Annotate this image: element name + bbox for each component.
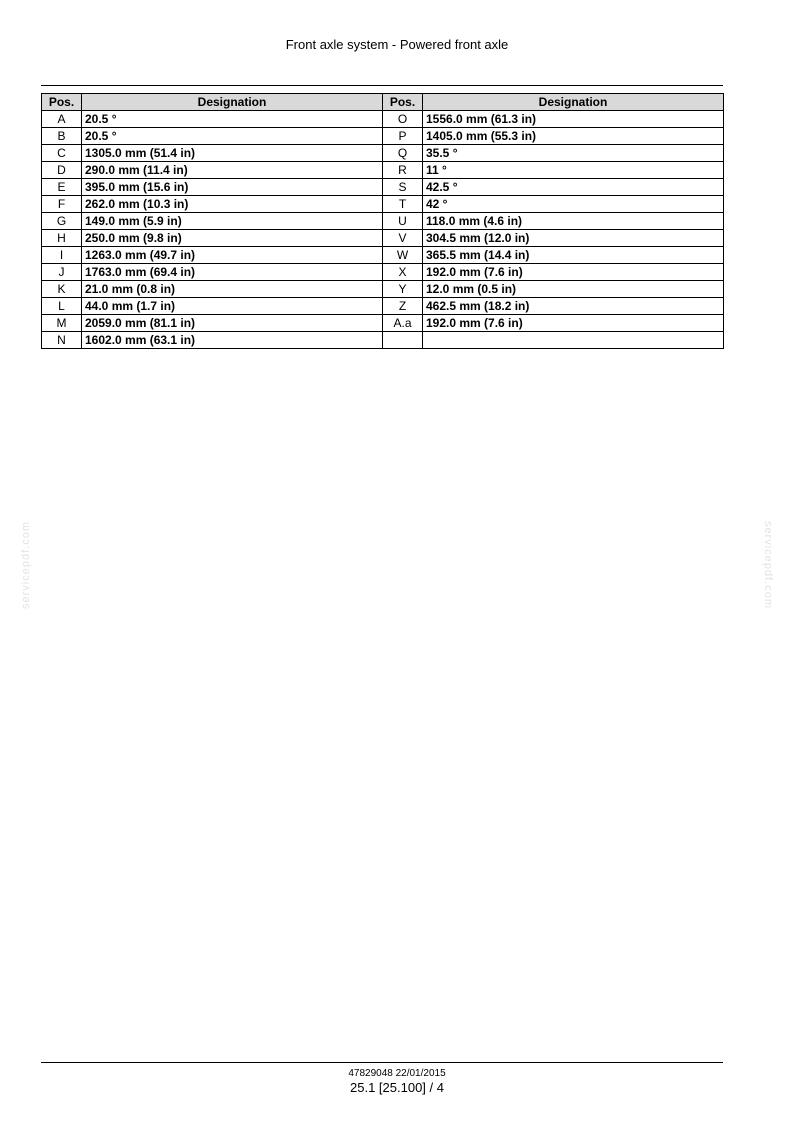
- pos-cell: M: [42, 315, 82, 332]
- designation-cell: 304.5 mm (12.0 in): [423, 230, 724, 247]
- designation-cell: 20.5 °: [82, 111, 383, 128]
- table-row: [42, 128, 724, 145]
- pos-cell: J: [42, 264, 82, 281]
- pos-cell: A.a: [383, 315, 423, 332]
- designation-cell: 365.5 mm (14.4 in): [423, 247, 724, 264]
- pos-cell: Y: [383, 281, 423, 298]
- designation-cell: 42.5 °: [423, 179, 724, 196]
- designation-cell: 462.5 mm (18.2 in): [423, 298, 724, 315]
- pos-cell: Z: [383, 298, 423, 315]
- designation-cell: 35.5 °: [423, 145, 724, 162]
- designation-header-left: Designation: [82, 94, 383, 111]
- pos-cell: S: [383, 179, 423, 196]
- table-row: [42, 111, 724, 128]
- designation-cell: 1556.0 mm (61.3 in): [423, 111, 724, 128]
- designation-cell: 12.0 mm (0.5 in): [423, 281, 724, 298]
- designation-cell: 250.0 mm (9.8 in): [82, 230, 383, 247]
- pos-cell: F: [42, 196, 82, 213]
- designation-cell: 1263.0 mm (49.7 in): [82, 247, 383, 264]
- designation-cell: 118.0 mm (4.6 in): [423, 213, 724, 230]
- designation-cell: 42 °: [423, 196, 724, 213]
- designation-cell: 1405.0 mm (55.3 in): [423, 128, 724, 145]
- designation-cell: 1305.0 mm (51.4 in): [82, 145, 383, 162]
- pos-cell: B: [42, 128, 82, 145]
- table-row: [42, 230, 724, 247]
- footer-rule: [41, 1062, 723, 1063]
- table-row: [42, 264, 724, 281]
- designation-cell: 262.0 mm (10.3 in): [82, 196, 383, 213]
- pos-cell: [383, 332, 423, 349]
- designation-cell: 20.5 °: [82, 128, 383, 145]
- table-row: [42, 281, 724, 298]
- table-header-row: [42, 94, 724, 111]
- designation-cell: 395.0 mm (15.6 in): [82, 179, 383, 196]
- specification-table: [41, 93, 724, 349]
- pos-cell: R: [383, 162, 423, 179]
- table-row: [42, 247, 724, 264]
- designation-cell: 290.0 mm (11.4 in): [82, 162, 383, 179]
- page-title: Front axle system - Powered front axle: [285, 37, 509, 52]
- pos-cell: K: [42, 281, 82, 298]
- designation-cell: 1763.0 mm (69.4 in): [82, 264, 383, 281]
- pos-cell: W: [383, 247, 423, 264]
- designation-cell: 1602.0 mm (63.1 in): [82, 332, 383, 349]
- pos-cell: U: [383, 213, 423, 230]
- pos-header-left: Pos.: [42, 94, 82, 111]
- designation-cell: [423, 332, 724, 349]
- pos-cell: H: [42, 230, 82, 247]
- table-row: [42, 213, 724, 230]
- document-reference: 47829048 22/01/2015: [348, 1068, 446, 1079]
- designation-cell: 192.0 mm (7.6 in): [423, 315, 724, 332]
- table-row: [42, 145, 724, 162]
- designation-cell: 149.0 mm (5.9 in): [82, 213, 383, 230]
- header-rule: [41, 85, 723, 86]
- pos-cell: Q: [383, 145, 423, 162]
- pos-cell: E: [42, 179, 82, 196]
- designation-header-right: Designation: [423, 94, 724, 111]
- watermark-right: servicepdf.com: [762, 521, 774, 609]
- pos-cell: L: [42, 298, 82, 315]
- pos-cell: D: [42, 162, 82, 179]
- pos-cell: T: [383, 196, 423, 213]
- pos-cell: C: [42, 145, 82, 162]
- page-number: 25.1 [25.100] / 4: [350, 1080, 444, 1095]
- designation-cell: 44.0 mm (1.7 in): [82, 298, 383, 315]
- pos-cell: P: [383, 128, 423, 145]
- table-row: [42, 162, 724, 179]
- pos-header-right: Pos.: [383, 94, 423, 111]
- pos-cell: I: [42, 247, 82, 264]
- designation-cell: 192.0 mm (7.6 in): [423, 264, 724, 281]
- pos-cell: A: [42, 111, 82, 128]
- table-row: [42, 196, 724, 213]
- table-row: [42, 332, 724, 349]
- table-row: [42, 315, 724, 332]
- designation-cell: 21.0 mm (0.8 in): [82, 281, 383, 298]
- pos-cell: X: [383, 264, 423, 281]
- pos-cell: O: [383, 111, 423, 128]
- pos-cell: V: [383, 230, 423, 247]
- table-row: [42, 179, 724, 196]
- pos-cell: G: [42, 213, 82, 230]
- table-row: [42, 298, 724, 315]
- designation-cell: 2059.0 mm (81.1 in): [82, 315, 383, 332]
- pos-cell: N: [42, 332, 82, 349]
- watermark-left: servicepdf.com: [20, 521, 32, 609]
- designation-cell: 11 °: [423, 162, 724, 179]
